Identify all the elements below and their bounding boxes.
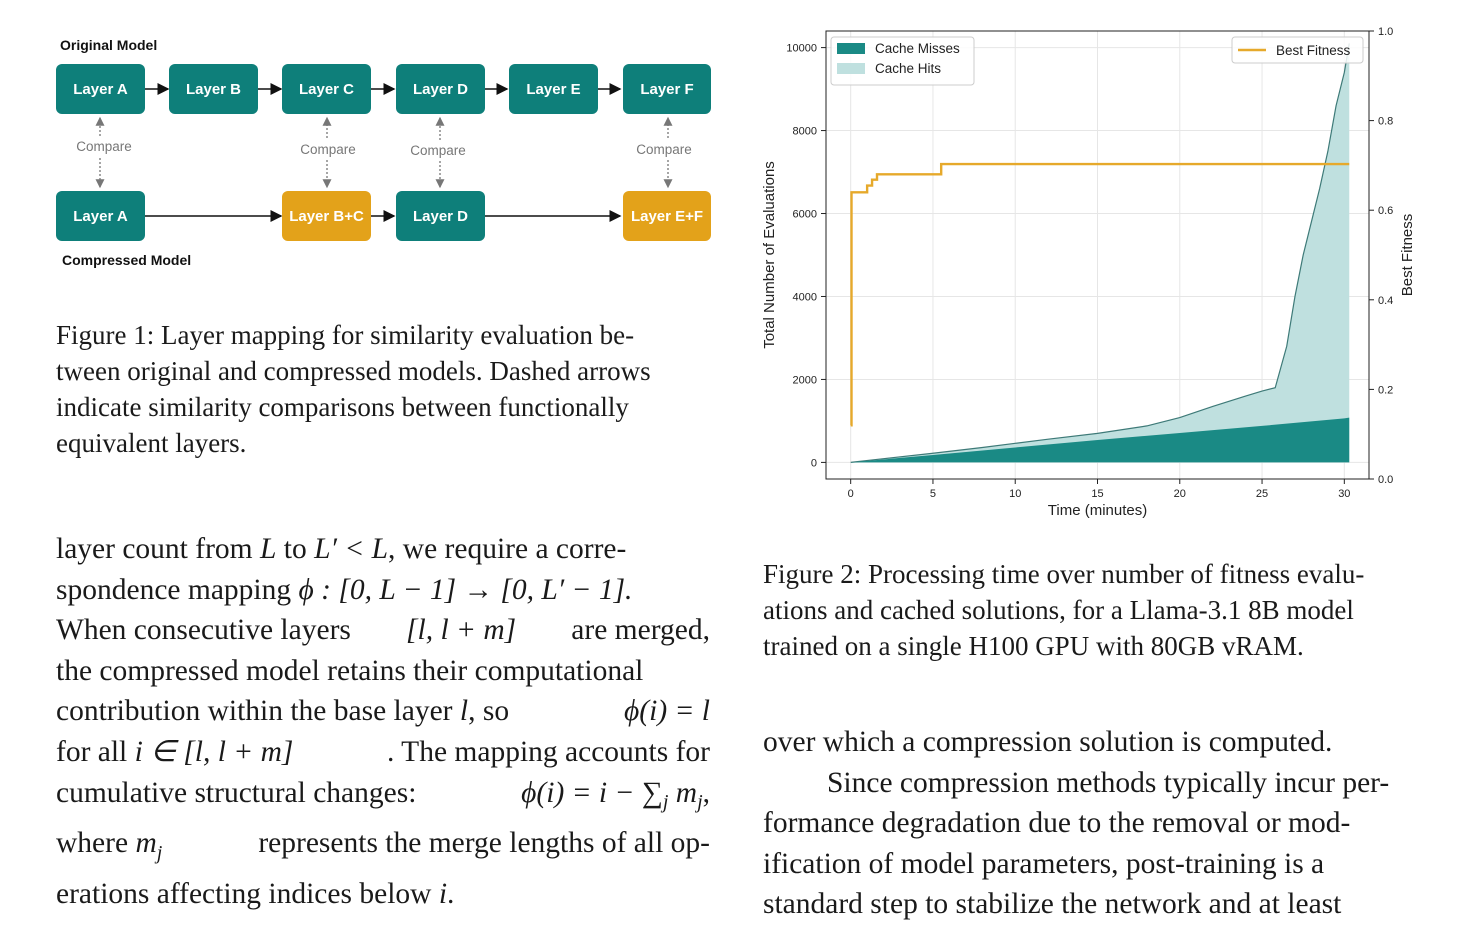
x-tick-label: 0 bbox=[847, 488, 854, 500]
caption-line: tween original and compressed models. Dashed arrows bbox=[56, 356, 651, 386]
bottom-layer-a: Layer A bbox=[56, 191, 145, 241]
caption-line: ations and cached solutions, for a Llama-3.1 8B model bbox=[763, 595, 1354, 625]
legend-swatch-cache-hits bbox=[837, 63, 865, 74]
y-tick-label: 6000 bbox=[792, 208, 817, 221]
caption-line: equivalent layers. bbox=[56, 428, 247, 458]
figure-1-caption bbox=[56, 317, 710, 461]
figure-2-chart bbox=[755, 20, 1435, 525]
bottom-layer-ef: Layer E+F bbox=[623, 191, 711, 241]
bottom-layer-d: Layer D bbox=[396, 191, 485, 241]
y2-tick-label: 0.4 bbox=[1378, 294, 1394, 307]
y2-tick-label: 0.2 bbox=[1378, 384, 1394, 397]
caption-line: trained on a single H100 GPU with 80GB vRAM. bbox=[763, 631, 1304, 661]
y-tick-label: 8000 bbox=[792, 125, 817, 138]
y-tick-label: 4000 bbox=[792, 291, 817, 304]
text-line: spondence mapping ϕ : [0, L − 1] → [0, L′ − 1]. bbox=[56, 573, 633, 606]
right-body-text bbox=[763, 722, 1417, 925]
figure-2-caption bbox=[763, 556, 1417, 664]
x-tick-label: 5 bbox=[929, 488, 937, 500]
best-fitness-line bbox=[851, 164, 1350, 425]
compressed-model-label: Compressed Model bbox=[62, 252, 192, 268]
text-line: ification of model parameters, post-training is a bbox=[763, 847, 1325, 880]
figure-1-diagram bbox=[50, 30, 720, 280]
bottom-layer-bc: Layer B+C bbox=[282, 191, 371, 241]
text-line: the compressed model retains their computational bbox=[56, 654, 644, 687]
text-line: over which a compression solution is computed. bbox=[763, 726, 1333, 758]
y-tick-label: 2000 bbox=[792, 374, 817, 387]
x-tick-label: 15 bbox=[1091, 488, 1104, 500]
y-tick-label: 0 bbox=[810, 457, 817, 470]
compare-label-a: Compare bbox=[76, 139, 132, 154]
chart-svg bbox=[755, 20, 1435, 525]
compare-label-d: Compare bbox=[410, 143, 466, 158]
top-layer-e: Layer E bbox=[509, 64, 598, 114]
x-axis-label: Time (minutes) bbox=[1047, 502, 1148, 519]
compare-label-c: Compare bbox=[300, 142, 356, 157]
top-layer-d: Layer D bbox=[396, 64, 485, 114]
top-layer-c: Layer C bbox=[282, 64, 371, 114]
x-tick-label: 10 bbox=[1009, 488, 1022, 500]
top-layer-f: Layer F bbox=[623, 64, 711, 114]
x-tick-label: 25 bbox=[1255, 488, 1269, 500]
legend-label-cache-hits: Cache Hits bbox=[875, 61, 942, 76]
text-line: layer count from L to L′ < L, we require a corre- bbox=[56, 533, 627, 565]
text-line: standard step to stabilize the network and at least bbox=[763, 888, 1342, 921]
caption-line: Figure 1: Layer mapping for similarity evaluation be- bbox=[56, 320, 635, 350]
text-line: erations affecting indices below i. bbox=[56, 877, 455, 910]
caption-line: indicate similarity comparisons between functionally bbox=[56, 392, 629, 422]
top-layer-b: Layer B bbox=[169, 64, 258, 114]
caption-line: Figure 2: Processing time over number of fitness evalu- bbox=[763, 559, 1365, 589]
cache-hits-area bbox=[851, 43, 1350, 462]
legend-swatch-cache-misses bbox=[837, 43, 865, 54]
y2-tick-label: 0.0 bbox=[1378, 474, 1394, 486]
text-line: where $m_j$ represents the merge lengths of all op- bbox=[56, 827, 710, 864]
text-line: for all i ∈ [l, l + m] . The mapping accounts for bbox=[56, 735, 710, 768]
original-model-label: Original Model bbox=[60, 37, 158, 53]
x-tick-label: 30 bbox=[1338, 488, 1351, 500]
left-body-text bbox=[56, 529, 710, 914]
x-tick-label: 20 bbox=[1173, 488, 1186, 500]
y2-axis-label: Best Fitness bbox=[1399, 213, 1416, 297]
compare-label-f: Compare bbox=[636, 142, 692, 157]
text-line: contribution within the base layer l, so ϕ(i) = l bbox=[56, 695, 710, 728]
text-line: Since compression methods typically incur per- bbox=[827, 766, 1390, 799]
text-line: cumulative structural changes: $\phi(i) = i - \sum_j$ $m_j$, bbox=[56, 776, 710, 814]
top-layer-a: Layer A bbox=[56, 64, 145, 114]
y-tick-label: 10000 bbox=[786, 42, 817, 55]
text-line: formance degradation due to the removal or mod- bbox=[763, 807, 1351, 840]
y2-tick-label: 0.6 bbox=[1378, 205, 1394, 218]
y-axis-label: Total Number of Evaluations bbox=[761, 161, 778, 349]
legend-label-best-fitness: Best Fitness bbox=[1276, 43, 1351, 58]
y2-tick-label: 0.8 bbox=[1378, 115, 1394, 128]
text-line: When consecutive layers [l, l + m] are merged, bbox=[56, 614, 710, 647]
legend-label-cache-misses: Cache Misses bbox=[875, 41, 960, 56]
y2-tick-label: 1.0 bbox=[1378, 26, 1394, 38]
